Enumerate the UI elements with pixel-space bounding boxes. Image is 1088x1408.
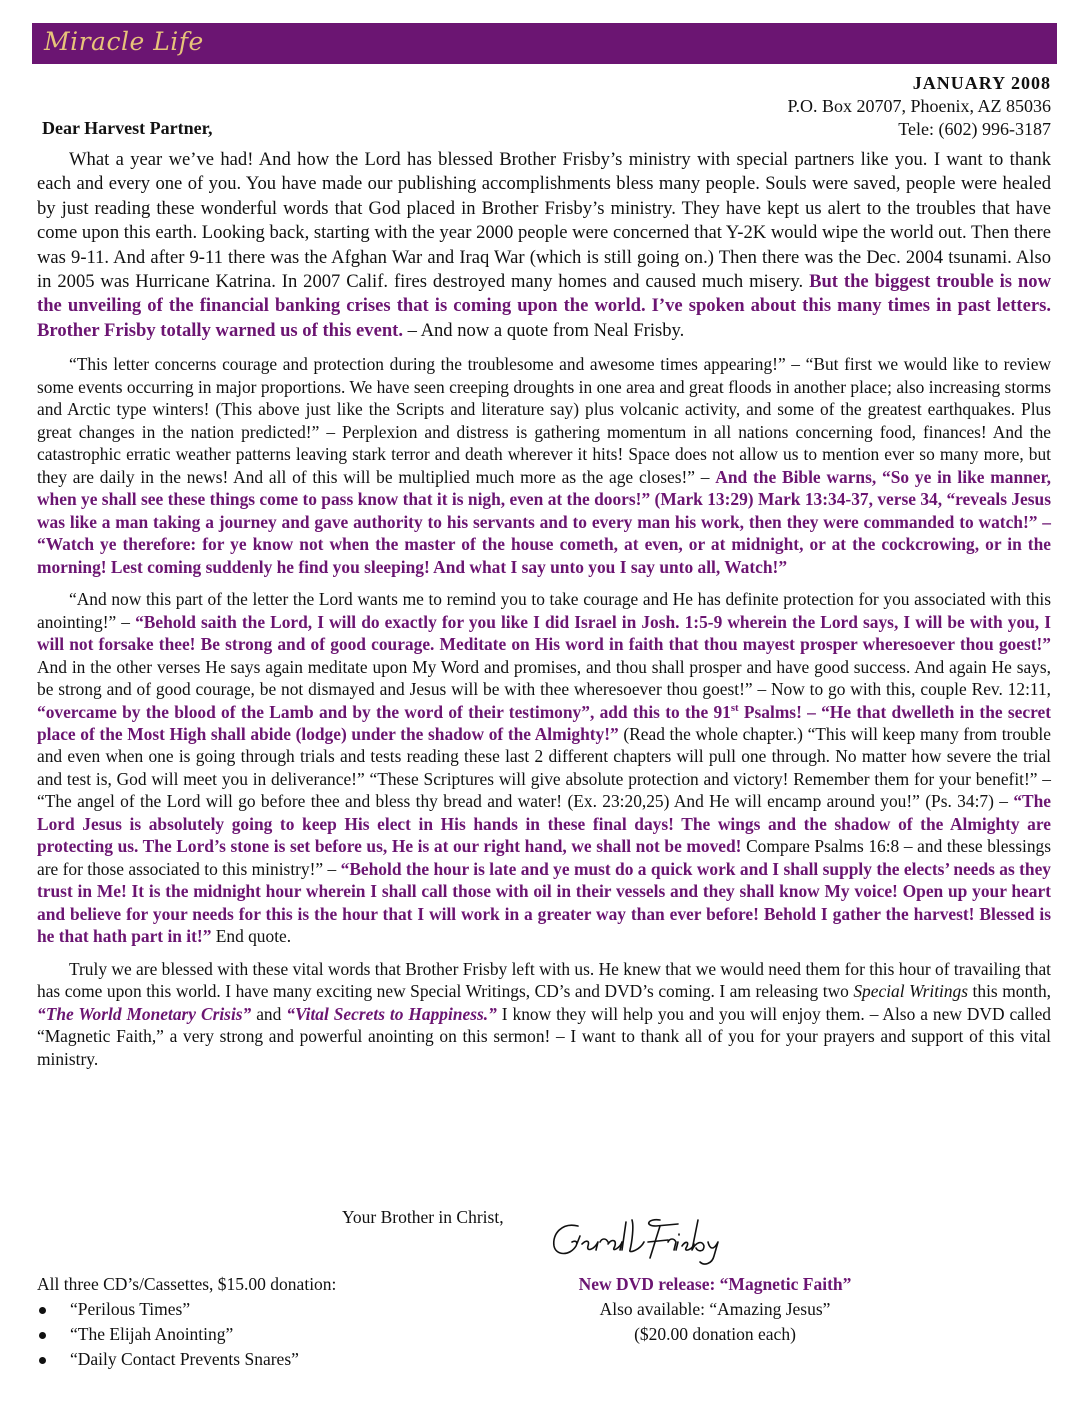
paragraph-text: Compare Psalms 16:8 – and these blessings are for those associated to this ministry!” –: [37, 836, 1051, 879]
paragraph-text: “This letter concerns courage and protection during the troublesome and awesome times appearing!” – “But first we would like to review some events occurring in major proportions. We have seen creeping droughts in one area and great floods in another place; also increasing storms and Arctic type winters! (This above just like the Scripts and literature say) plus volcanic activity, and some of the greatest earthquakes. Plus great changes in the nation predicted!” – Perplexion and distress is gathering momentum in all nations concerning food, finances! And the catastrophic erratic weather patterns leaving stark terror and death wherever it hits! Space does not allow us to mention ever so many more, but they are daily in the news! And all of this will be multiplied much more as the age closes!” –: [37, 354, 1051, 487]
paragraph-text: “And now this part of the letter the Lord wants me to remind you to take courage and He has definite protection for you associated with this anointing!” –: [37, 589, 1051, 632]
book-title: “The World Monetary Crisis”: [37, 1003, 252, 1024]
paragraph-2: [37, 353, 1051, 578]
list-item: “Perilous Times”: [37, 1297, 336, 1322]
list-item: “The Elijah Anointing”: [37, 1322, 336, 1347]
phone-number: Tele: (602) 996-3187: [898, 119, 1051, 139]
header-banner: [32, 23, 1057, 64]
paragraph-1: [37, 148, 1051, 343]
mailing-address: P.O. Box 20707, Phoenix, AZ 85036: [787, 96, 1051, 116]
italic-text: Special Writings: [853, 981, 969, 1001]
highlighted-text: “Behold the hour is late and ye must do a quick work and I shall supply the elects’ needs as they trust in Me! It is the midnight hour wherein I shall call those with oil in their vessels and they shall know My voice! Open up your heart and believe for your needs for this is the hour that I will work in a greater way than ever before! Behold I gather the harvest! Blessed is he that hath part in it!”: [37, 858, 1052, 947]
highlighted-text: Psalms! – “He that dwelleth in the secret place of the Most High shall abide (lodge) under the shadow of the Almighty!”: [37, 701, 1051, 744]
letter-date: JANUARY 2008: [912, 73, 1051, 93]
salutation: Dear Harvest Partner,: [42, 118, 213, 138]
banner-title: Miracle Life: [44, 27, 204, 56]
cd-offer-title: All three CD’s/Cassettes, $15.00 donation:: [37, 1274, 337, 1294]
book-title: “Vital Secrets to Happiness.”: [286, 1003, 497, 1024]
cd-offer: [37, 1272, 336, 1372]
letter-body: [37, 148, 1051, 1070]
highlighted-text: And the Bible warns, “So ye in like manner, when ye shall see these things come to pass know that it is nigh, even at the doors!” (Mark 13:29) Mark 13:34-37, verse 34, “reveals Jesus was like a man taking a journey and gave authority to his servants and to every man his work, then they were commanded to watch!” – “Watch ye therefore: for ye know not when the master of the house cometh, at even, or at midnight, or at the cockcrowing, or in the morning! Lest coming suddenly he find you sleeping! And what I say unto you I say unto all, Watch!”: [37, 466, 1051, 577]
paragraph-text: – And now a quote from Neal Frisby.: [403, 319, 685, 341]
highlighted-text: “The Lord Jesus is absolutely going to keep His elect in His hands in these final days! The wings and the shadow of the Almighty are protecting us. The Lord’s stone is set before us, He is at our right hand, we shall not be moved!: [37, 791, 1051, 857]
highlighted-text: “overcame by the blood of the Lamb and by the word of their testimony”, add this to the 91: [37, 701, 731, 722]
highlighted-text: But the biggest trouble is now the unveiling of the financial banking crises that is coming upon the world. I’ve spoken about this many times in past letters. Brother Frisby totally warned us of this event.: [37, 271, 1052, 341]
closing-line: Your Brother in Christ,: [342, 1207, 504, 1227]
paragraph-4: [37, 958, 1051, 1071]
dvd-price: ($20.00 donation each): [634, 1324, 796, 1344]
paragraph-text: and: [251, 1003, 287, 1024]
dvd-release: New DVD release: “Magnetic Faith”: [578, 1274, 852, 1294]
paragraph-text: this month,: [968, 981, 1051, 1001]
also-available: Also available: “Amazing Jesus”: [599, 1299, 831, 1319]
list-item: “Daily Contact Prevents Snares”: [37, 1347, 336, 1372]
paragraph-3: [37, 588, 1051, 947]
paragraph-text: Truly we are blessed with these vital words that Brother Frisby left with us. He knew that we would need them for this hour of travailing that has come upon this world. I have many exciting new Special Writings, CD’s and DVD’s coming. I am releasing two: [37, 958, 1051, 1001]
dvd-offer: [520, 1272, 910, 1347]
paragraph-text: End quote.: [211, 926, 292, 947]
paragraph-text: I know they will help you and you will enjoy them. – Also a new DVD called “Magnetic Faith,” a very strong and powerful anointing on this sermon! – I want to thank all of you for your prayers and support of this vital ministry.: [37, 1003, 1051, 1069]
paragraph-text: (Read the whole chapter.) “This will keep many from trouble and even when one is going through trials and tests reading these last 2 different chapters will pull one through. No matter how severe the trial and test is, God will meet you in deliverance!” “These Scriptures will give absolute protection and victory! Remember them for your benefit!” – “The angel of the Lord will go before thee and bless thy bread and water! (Ex. 23:20,25) And He will encamp around you!” (Ps. 34:7) –: [37, 723, 1051, 812]
highlighted-text: “Behold saith the Lord, I will do exactly for you like I did Israel in Josh. 1:5-9 wherein the Lord says, I will be with you, I will not forsake thee! Be strong and of good courage. Meditate on His word in faith that thou mayest prosper wheresoever thou goest!”: [37, 611, 1052, 655]
paragraph-text: And in the other verses He says again meditate upon My Word and promises, and thou shall prosper and have good success. And again He says, be strong and of good courage, be not dismayed and Jesus will be with thee wheresoever thou goest!” – Now to go with this, couple Rev. 12:11,: [37, 656, 1051, 700]
letter-header: [787, 72, 1051, 141]
signature-image: [548, 1212, 758, 1268]
cd-title-list: [37, 1297, 336, 1372]
paragraph-text: What a year we’ve had! And how the Lord has blessed Brother Frisby’s ministry with special partners like you. I want to thank each and every one of you. You have made our publishing accomplishments bless many people. Souls were saved, people were healed by just reading these wonderful words that God placed in Brother Frisby’s ministry. They have kept us alert to the troubles that have come upon this earth. Looking back, starting with the year 2000 people were concerned that Y-2K would wipe the world out. Then there was 9-11. And after 9-11 there was the Afghan War and Iraq War (which is still going on.) Then there was the Dec. 2004 tsunami. Also in 2005 was Hurricane Katrina. In 2007 Calif. fires destroyed many homes and caused much misery.: [37, 149, 1051, 293]
ordinal-superscript: st: [730, 701, 739, 714]
